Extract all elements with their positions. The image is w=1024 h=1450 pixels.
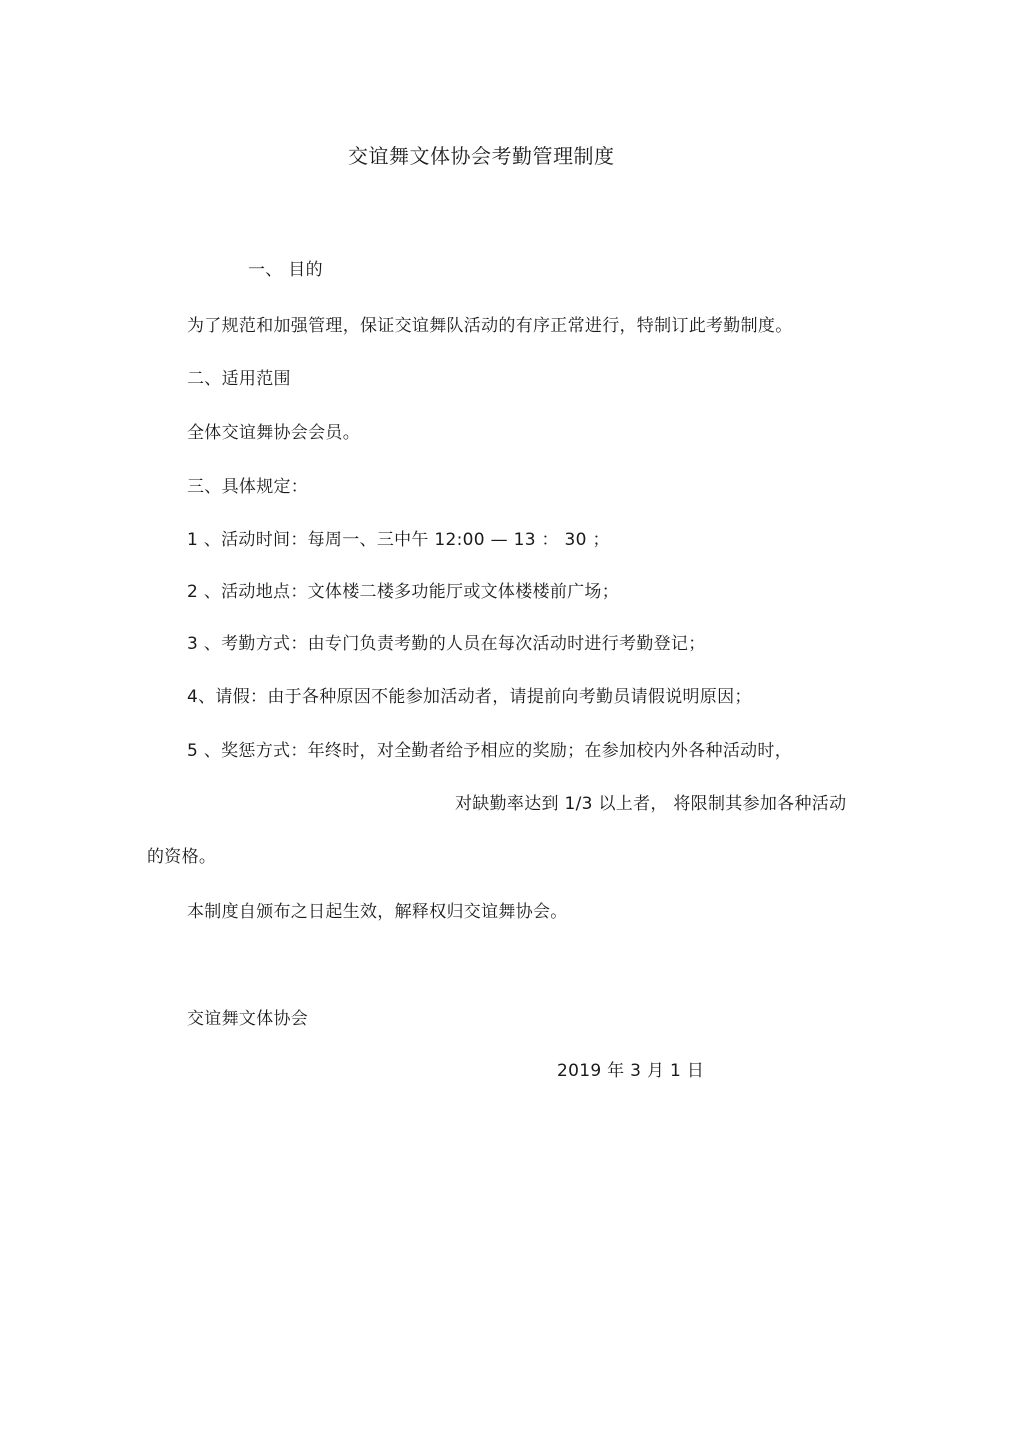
rule-attendance-method: 3 、考勤方式：由专门负责考勤的人员在每次活动时进行考勤登记；	[187, 634, 706, 654]
section-body-purpose: 为了规范和加强管理，保证交谊舞队活动的有序正常进行，特制订此考勤制度。	[187, 316, 793, 336]
document-title: 交谊舞文体协会考勤管理制度	[348, 144, 615, 168]
signature-date: 2019 年 3 月 1 日	[557, 1061, 705, 1081]
section-heading-rules: 三、具体规定：	[187, 477, 309, 497]
rule-leave: 4、请假：由于各种原因不能参加活动者，请提前向考勤员请假说明原因；	[187, 687, 752, 707]
rule-reward-penalty-cont: 对缺勤率达到 1/3 以上者， 将限制其参加各种活动	[455, 794, 847, 814]
effective-note: 本制度自颁布之日起生效，解释权归交谊舞协会。	[187, 902, 568, 922]
rule-reward-penalty-end: 的资格。	[147, 847, 217, 867]
section-body-scope: 全体交谊舞协会会员。	[187, 423, 360, 443]
section-heading-purpose: 一、 目的	[248, 260, 323, 280]
rule-activity-location: 2 、活动地点：文体楼二楼多功能厅或文体楼楼前广场；	[187, 582, 620, 602]
rule-activity-time: 1 、活动时间：每周一、三中午 12:00 — 13 ： 30 ；	[187, 530, 610, 550]
signature-organization: 交谊舞文体协会	[187, 1009, 309, 1029]
rule-reward-penalty: 5 、奖惩方式：年终时，对全勤者给予相应的奖励；在参加校内外各种活动时，	[187, 741, 793, 761]
section-heading-scope: 二、适用范围	[187, 369, 291, 389]
